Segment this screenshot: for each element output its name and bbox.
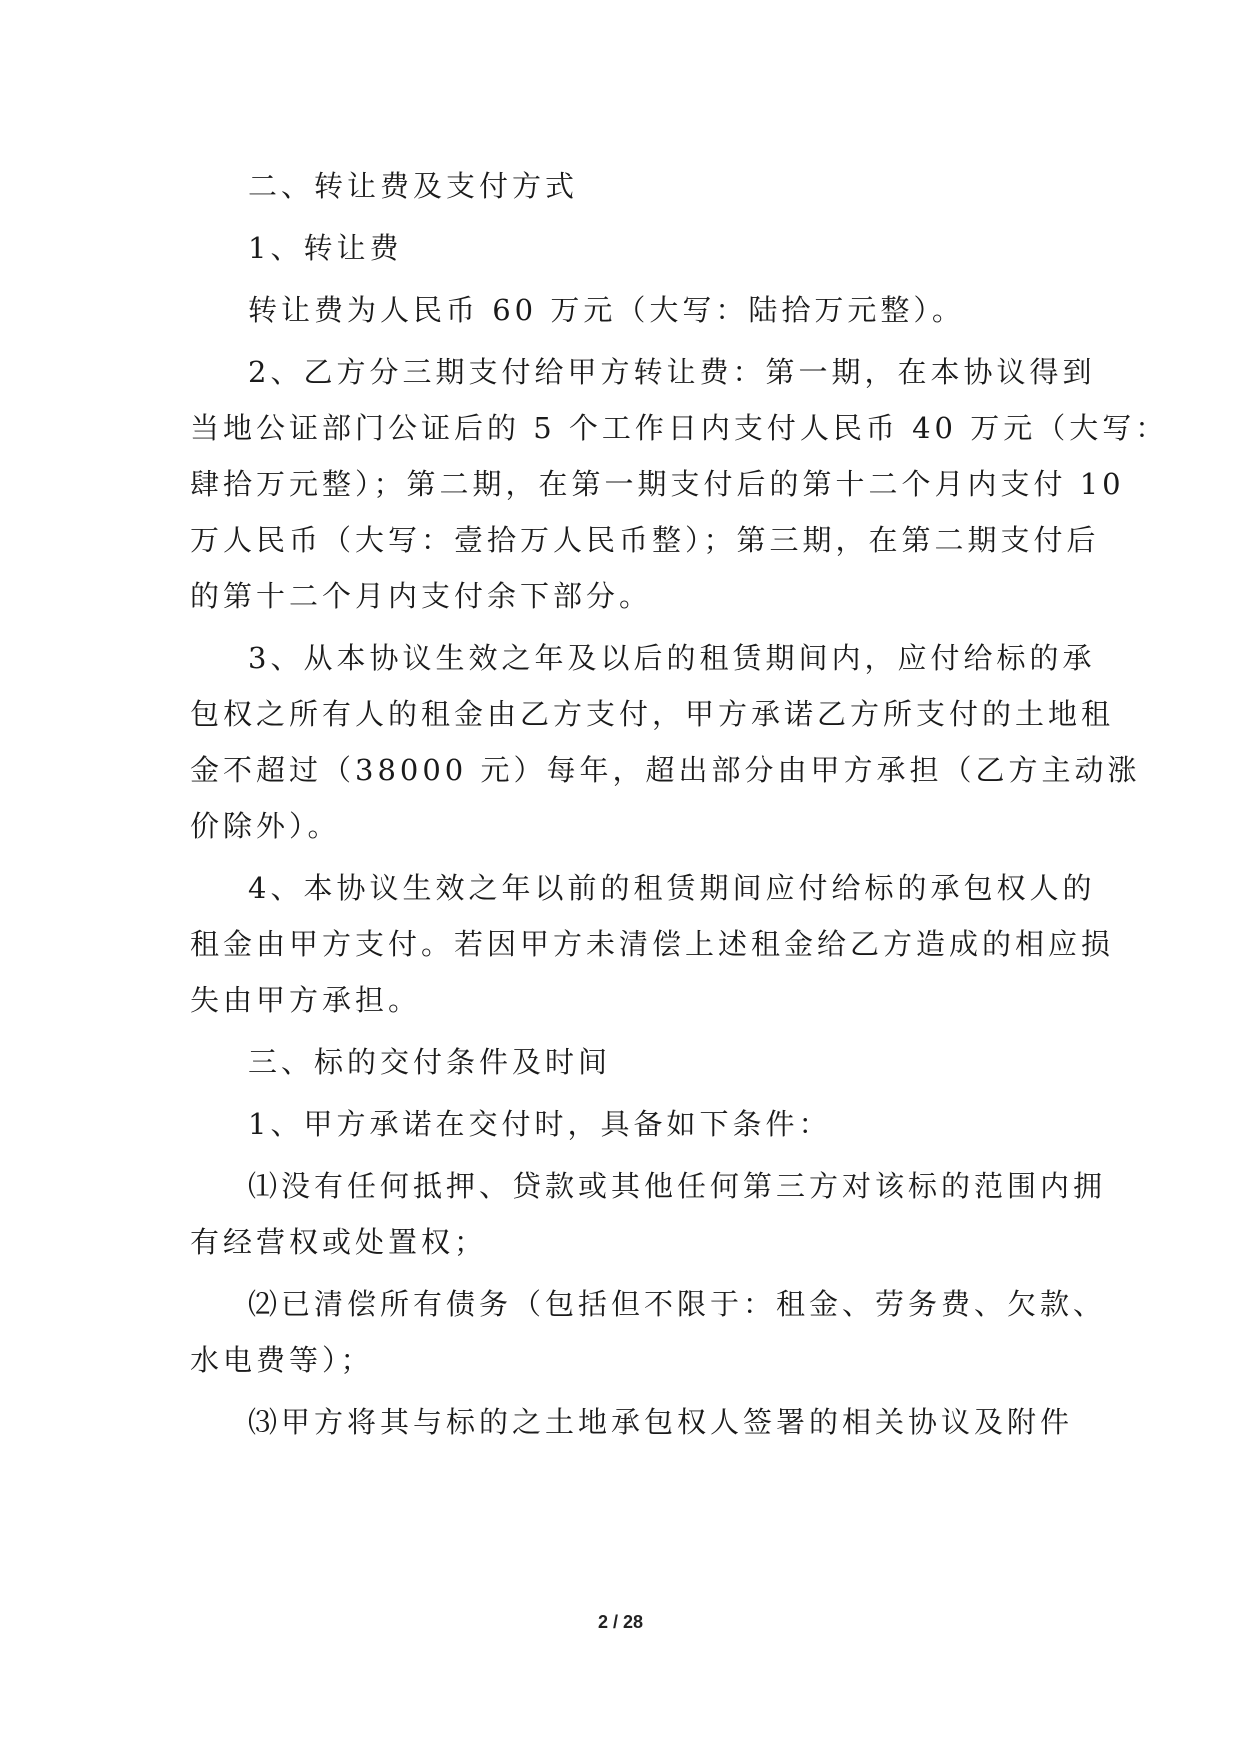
text-line: 二、转让费及支付方式 bbox=[248, 169, 579, 203]
text-line: 万人民币（大写：壹拾万人民币整）；第三期，在第二期支付后 bbox=[190, 523, 1100, 557]
text-line: 转让费为人民币 60 万元（大写：陆拾万元整）。 bbox=[248, 293, 965, 327]
subheading-transfer-fee bbox=[190, 220, 1058, 276]
text-line: 有经营权或处置权； bbox=[190, 1225, 488, 1259]
text-line: 1、转让费 bbox=[248, 231, 403, 265]
text-line: 失由甲方承担。 bbox=[190, 983, 422, 1017]
paragraph-delivery-conditions bbox=[190, 1096, 1058, 1152]
text-line: 三、标的交付条件及时间 bbox=[248, 1045, 612, 1079]
paragraph-payment-schedule bbox=[190, 344, 1169, 624]
text-line: 3、从本协议生效之年及以后的租赁期间内，应付给标的承 bbox=[248, 641, 1096, 675]
text-line: ⑶甲方将其与标的之土地承包权人签署的相关协议及附件 bbox=[248, 1405, 1074, 1439]
text-line: 1、甲方承诺在交付时，具备如下条件： bbox=[248, 1107, 832, 1141]
text-line: 4、本协议生效之年以前的租赁期间应付给标的承包权人的 bbox=[248, 871, 1096, 905]
section-heading-2 bbox=[190, 158, 1058, 214]
page-number: 2 / 28 bbox=[597, 1612, 644, 1632]
text-line: ⑴没有任何抵押、贷款或其他任何第三方对该标的范围内拥 bbox=[248, 1169, 1107, 1203]
section-heading-3 bbox=[190, 1034, 1058, 1090]
condition-item-2 bbox=[190, 1276, 1107, 1388]
paragraph-rent-after-effective bbox=[190, 630, 1141, 854]
document-body bbox=[190, 158, 1169, 1456]
paragraph-transfer-amount bbox=[190, 282, 1058, 338]
text-line: 2、乙方分三期支付给甲方转让费：第一期，在本协议得到 bbox=[248, 355, 1096, 389]
text-line: 水电费等）； bbox=[190, 1343, 374, 1377]
paragraph-rent-before-effective bbox=[190, 860, 1115, 1028]
text-line: 价除外）。 bbox=[190, 809, 341, 843]
text-line: 的第十二个月内支付余下部分。 bbox=[190, 579, 653, 613]
text-line: 包权之所有人的租金由乙方支付，甲方承诺乙方所支付的土地租 bbox=[190, 697, 1115, 731]
text-line: 当地公证部门公证后的 5 个工作日内支付人民币 40 万元（大写： bbox=[190, 411, 1169, 445]
text-line: 金不超过（38000 元）每年，超出部分由甲方承担（乙方主动涨 bbox=[190, 753, 1141, 787]
condition-item-1 bbox=[190, 1158, 1107, 1270]
text-line: ⑵已清偿所有债务（包括但不限于：租金、劳务费、欠款、 bbox=[248, 1287, 1107, 1321]
text-line: 租金由甲方支付。若因甲方未清偿上述租金给乙方造成的相应损 bbox=[190, 927, 1115, 961]
condition-item-3 bbox=[190, 1394, 1074, 1450]
text-line: 肆拾万元整）；第二期，在第一期支付后的第十二个月内支付 10 bbox=[190, 467, 1125, 501]
